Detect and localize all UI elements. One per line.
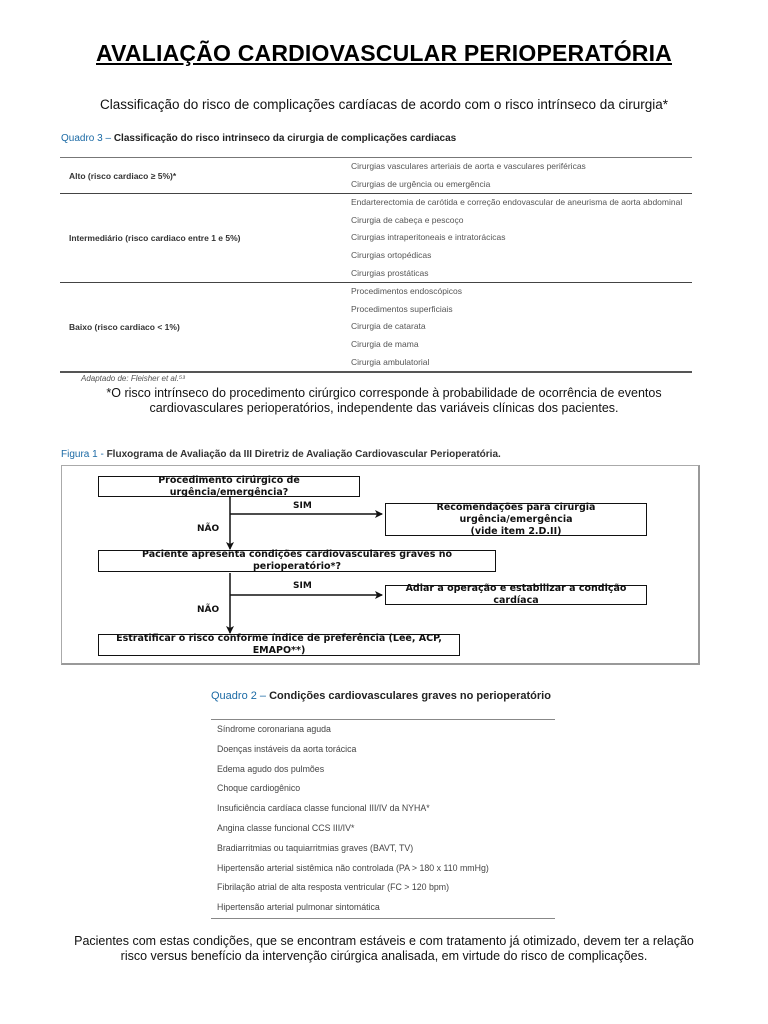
condition-item: Insuficiência cardíaca classe funcional III/IV da NYHA* bbox=[217, 803, 430, 814]
table-row-low-risk bbox=[60, 283, 692, 371]
flow-edge-no-label: NÃO bbox=[197, 605, 220, 615]
footnote-line: cardiovasculares perioperatórios, independente das variáveis clínicas dos pacientes. bbox=[149, 401, 619, 415]
surgery-item: Endarterectomia de carótida e correção endovascular de aneurisma de aorta abdominal bbox=[351, 197, 683, 208]
closing-line: Pacientes com estas condições, que se encontram estáveis e com tratamento já otimizado, devem ter a relação bbox=[74, 934, 694, 948]
surgery-item: Cirurgia de catarata bbox=[351, 321, 426, 332]
condition-item: Hipertensão arterial pulmonar sintomática bbox=[217, 902, 380, 913]
page-title: AVALIAÇÃO CARDIOVASCULAR PERIOPERATÓRIA bbox=[96, 40, 672, 66]
quadro3-caption-text: Classificação do risco intrinseco da cirurgia de complicações cardiacas bbox=[111, 133, 457, 144]
risk-level-label: Baixo (risco cardiaco < 1%) bbox=[69, 322, 180, 333]
surgery-item: Cirurgias ortopédicas bbox=[351, 249, 432, 260]
condition-item: Angina classe funcional CCS III/IV* bbox=[217, 822, 355, 833]
closing-paragraph bbox=[0, 934, 768, 964]
surgery-item: Cirurgia de cabeça e pescoço bbox=[351, 214, 464, 225]
condition-item: Hipertensão arterial sistêmica não controlada (PA > 180 x 110 mmHg) bbox=[217, 862, 489, 873]
condition-item: Choque cardiogênico bbox=[217, 783, 301, 794]
condition-item: Fibrilação atrial de alta resposta ventricular (FC > 120 bpm) bbox=[217, 882, 449, 893]
condition-item: Bradiarritmias ou taquiarritmias graves (BAVT, TV) bbox=[217, 842, 414, 853]
quadro3-label: Quadro 3 – bbox=[61, 133, 112, 144]
surgery-item: Cirurgias prostáticas bbox=[351, 267, 429, 278]
risk-classification-table bbox=[60, 157, 692, 373]
quadro2-caption bbox=[211, 690, 551, 702]
condition-item: Doenças instáveis da aorta torácica bbox=[217, 743, 357, 754]
figure1-label: Figura 1 - bbox=[61, 449, 104, 460]
quadro2-label: Quadro 2 – bbox=[211, 690, 267, 702]
flow-node-stratify-risk: Estratificar o risco conforme índice de preferência (Lee, ACP, EMAPO**) bbox=[98, 634, 460, 656]
flow-node-text: Recomendações para cirurgia urgência/emergência bbox=[436, 501, 596, 525]
figure1-caption bbox=[61, 449, 501, 460]
page-subtitle: Classificação do risco de complicações cardíacas de acordo com o risco intrínseco da cirurgia* bbox=[99, 97, 668, 112]
severe-conditions-table bbox=[211, 719, 555, 919]
flow-node-postpone-surgery: Adiar a operação e estabilizar a condição cardíaca bbox=[385, 585, 647, 605]
flow-edge-yes-label: SIM bbox=[293, 581, 312, 591]
footnote-line: *O risco intrínseco do procedimento cirúrgico corresponde à probabilidade de ocorrência de eventos bbox=[106, 386, 662, 400]
flow-edge-no-label: NÃO bbox=[197, 524, 220, 534]
flow-edge-yes-label: SIM bbox=[293, 501, 312, 511]
surgery-item: Cirurgias de urgência ou emergência bbox=[351, 178, 491, 189]
surgery-item: Procedimentos superficiais bbox=[351, 303, 453, 314]
table-row-high-risk bbox=[60, 158, 692, 194]
flow-node-urgency-recommendations bbox=[385, 503, 647, 536]
surgery-item: Cirurgia de mama bbox=[351, 338, 419, 349]
condition-item: Edema agudo dos pulmões bbox=[217, 763, 325, 774]
flowchart-frame bbox=[61, 465, 700, 665]
quadro2-caption-text: Condições cardiovasculares graves no perioperatório bbox=[266, 690, 551, 702]
flow-node-text: (vide item 2.D.II) bbox=[470, 525, 562, 537]
footnote bbox=[0, 386, 768, 416]
risk-level-label: Intermediário (risco cardiaco entre 1 e 5%) bbox=[69, 233, 241, 244]
condition-item: Síndrome coronariana aguda bbox=[217, 724, 331, 734]
surgery-item: Cirurgias intraperitoneais e intratorácicas bbox=[351, 232, 506, 243]
surgery-item: Procedimentos endoscópicos bbox=[351, 286, 463, 297]
flow-node-urgency-question: Procedimento cirúrgico de urgência/emergência? bbox=[98, 476, 360, 497]
table-source-note: Adaptado de: Fleisher et al.⁵³ bbox=[81, 374, 185, 383]
closing-line: risco versus benefício da intervenção cirúrgica analisada, em virtude do risco de complicações. bbox=[120, 949, 648, 963]
surgery-item: Cirurgias vasculares arteriais de aorta e vasculares periféricas bbox=[351, 161, 586, 171]
table-row-intermediate-risk bbox=[60, 194, 692, 283]
figure1-caption-text: Fluxograma de Avaliação da III Diretriz de Avaliação Cardiovascular Perioperatória. bbox=[103, 449, 501, 460]
surgery-item: Cirurgia ambulatorial bbox=[351, 356, 430, 367]
risk-level-label: Alto (risco cardiaco ≥ 5%)* bbox=[69, 170, 177, 181]
quadro3-caption bbox=[61, 133, 456, 144]
flow-node-severe-conditions-question: Paciente apresenta condições cardiovasculares graves no perioperatório*? bbox=[98, 550, 496, 572]
